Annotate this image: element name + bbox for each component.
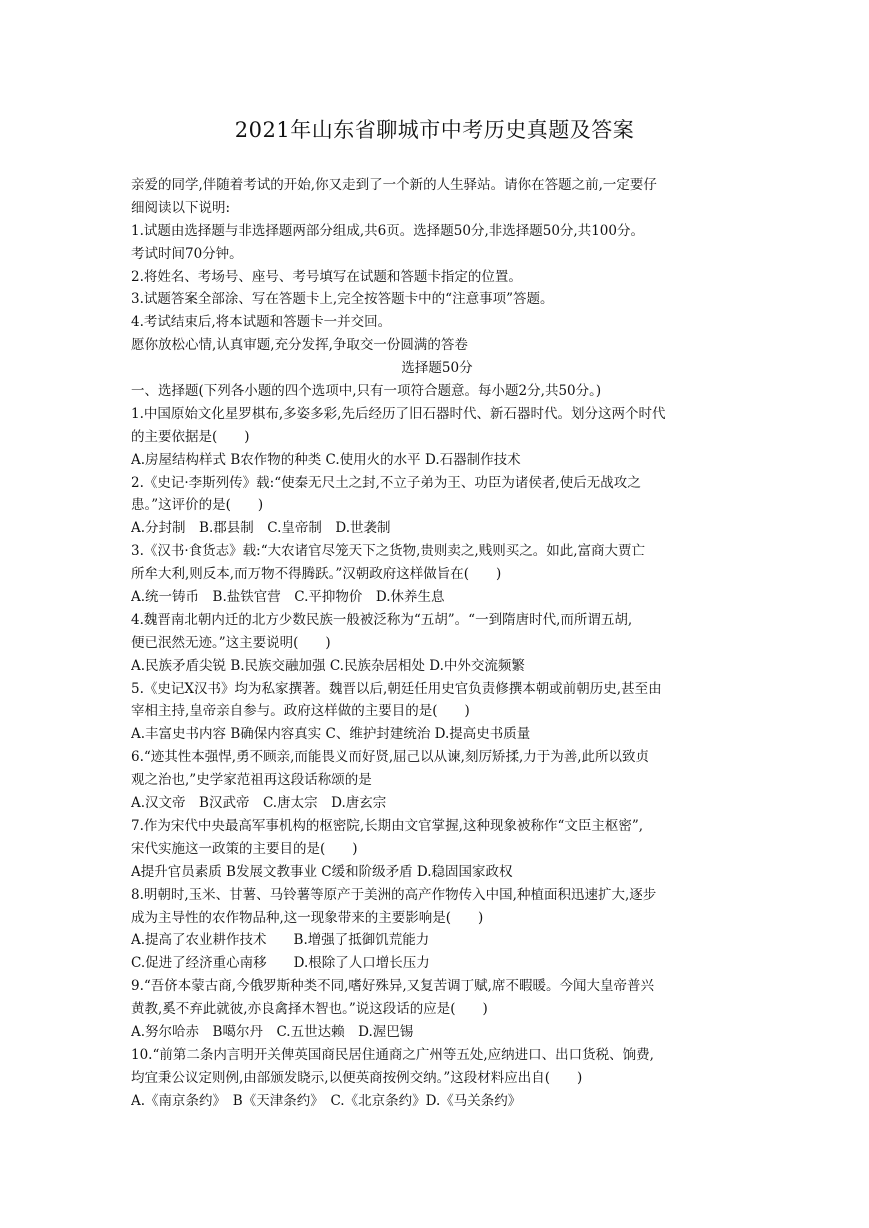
text-line: A.提高了农业耕作技术 B.增强了抵御饥荒能力: [131, 932, 430, 949]
text-line: A.分封制 B.郡县制 C.皇帝制 D.世袭制: [131, 520, 391, 537]
text-line: A.丰富史书内容 B确保内容真实 C、维护封建统治 D.提高史书质量: [131, 726, 531, 743]
text-line: 2.将姓名、考场号、座号、考号填写在试题和答题卡指定的位置。: [131, 268, 522, 285]
text-line: 细阅读以下说明:: [131, 199, 231, 216]
text-line: A.房屋结构样式 B农作物的种类 C.使用火的水平 D.石器制作技术: [131, 451, 521, 468]
text-line: 便已泯然无迹。”这主要说明( ): [131, 634, 331, 651]
text-line: A.统一铸币 B.盐铁官营 C.平抑物价 D.休养生息: [131, 589, 445, 606]
text-line: 5.《史记X汉书》均为私家撰著。魏晋以后,朝廷任用史官负责修撰本朝或前朝历史,甚至由: [131, 680, 662, 697]
text-line: 患。”这评价的是( ): [131, 497, 264, 514]
text-line: 8.明朝时,玉米、甘薯、马铃薯等原产于美洲的高产作物传入中国,种植面积迅速扩大,逐步: [131, 886, 657, 903]
text-line: 4.魏晋南北朝内迁的北方少数民族一般被泛称为“五胡”。“一到隋唐时代,而所谓五胡,: [131, 611, 633, 628]
text-line: 6.“迹其性本强悍,勇不顾亲,而能畏义而好贤,屈己以从谏,刻厉矫揉,力于为善,此所以致贞: [131, 749, 650, 766]
text-line: A.民族矛盾尖锐 B.民族交融加强 C.民族杂居相处 D.中外交流频繁: [131, 657, 525, 674]
text-line: 3.试题答案全部涂、写在答题卡上,完全按答题卡中的“注意事项”答题。: [131, 291, 554, 308]
text-line: 选择题50分: [401, 360, 473, 377]
text-line: 3.《汉书·食货志》载:“大农诸官尽笼天下之货物,贵则卖之,贱则买之。如此,富商大贾亡: [131, 543, 645, 560]
text-line: A提升官员素质 B发展文教事业 C缓和阶级矛盾 D.稳固国家政权: [131, 863, 513, 880]
text-line: 1.中国原始文化星罗棋布,多姿多彩,先后经历了旧石器时代、新石器时代。划分这两个时代: [131, 405, 666, 422]
text-line: 观之治也,”史学家范祖再这段话称颂的是: [131, 772, 372, 789]
text-line: 7.作为宋代中央最高军事机构的枢密院,长期由文官掌握,这种现象被称作“文臣主枢密”,: [131, 817, 644, 834]
document-body: [131, 174, 743, 1113]
text-line: 亲爱的同学,伴随着考试的开始,你又走到了一个新的人生驿站。请你在答题之前,一定要仔: [131, 177, 657, 193]
text-line: 愿你放松心情,认真审题,充分发挥,争取交一份圆满的答卷: [131, 337, 468, 354]
text-line: 宋代实施这一政策的主要目的是( ): [131, 840, 358, 857]
text-line: 9.“吾侪本蒙古商,今俄罗斯种类不同,嗜好殊异,又复苦调丁赋,席不暇暖。今闻大皇帝普兴: [131, 978, 654, 995]
text-line: A.努尔哈赤 B噶尔丹 C.五世达赖 D.渥巴锡: [131, 1023, 414, 1040]
text-line: 考试时间70分钟。: [131, 245, 243, 262]
document-title: 2021年山东省聊城市中考历史真题及答案: [234, 118, 635, 142]
text-line: 一、选择题(下列各小题的四个选项中,只有一项符合题意。每小题2分,共50分。): [131, 383, 602, 400]
text-line: 2.《史记·李斯列传》载:“使秦无尺土之封,不立子弟为王、功臣为诸侯者,使后无战攻之: [131, 474, 641, 491]
text-line: 4.考试结束后,将本试题和答题卡一并交回。: [131, 314, 392, 331]
text-line: 黄教,奚不弃此就彼,亦良禽择木智也。”说这段话的应是( ): [131, 1001, 488, 1018]
text-line: 成为主导性的农作物品种,这一现象带来的主要影响是( ): [131, 909, 484, 926]
text-line: 的主要依据是( ): [131, 428, 250, 445]
text-line: A.汉文帝 B汉武帝 C.唐太宗 D.唐玄宗: [131, 795, 387, 812]
text-line: 均宜秉公议定则例,由部颁发晓示,以便英商按例交纳。”这段材料应出自( ): [131, 1069, 583, 1086]
text-line: 1.试题由选择题与非选择题两部分组成,共6页。选择题50分,非选择题50分,共100分。: [131, 222, 644, 239]
text-line: A.《南京条约》 B《天津条约》 C.《北京条约》D.《马关条约》: [131, 1092, 522, 1109]
text-line: C.促进了经济重心南移 D.根除了人口增长压力: [131, 955, 430, 972]
text-line: 10.“前第二条内言明开关俾英国商民居住通商之广州等五处,应纳进口、出口货税、饷费,: [131, 1046, 654, 1063]
text-line: 所牟大利,则反本,而万物不得腾跃。”汉朝政府这样做旨在( ): [131, 566, 502, 583]
text-line: 宰相主持,皇帝亲自参与。政府这样做的主要目的是( ): [131, 703, 470, 720]
